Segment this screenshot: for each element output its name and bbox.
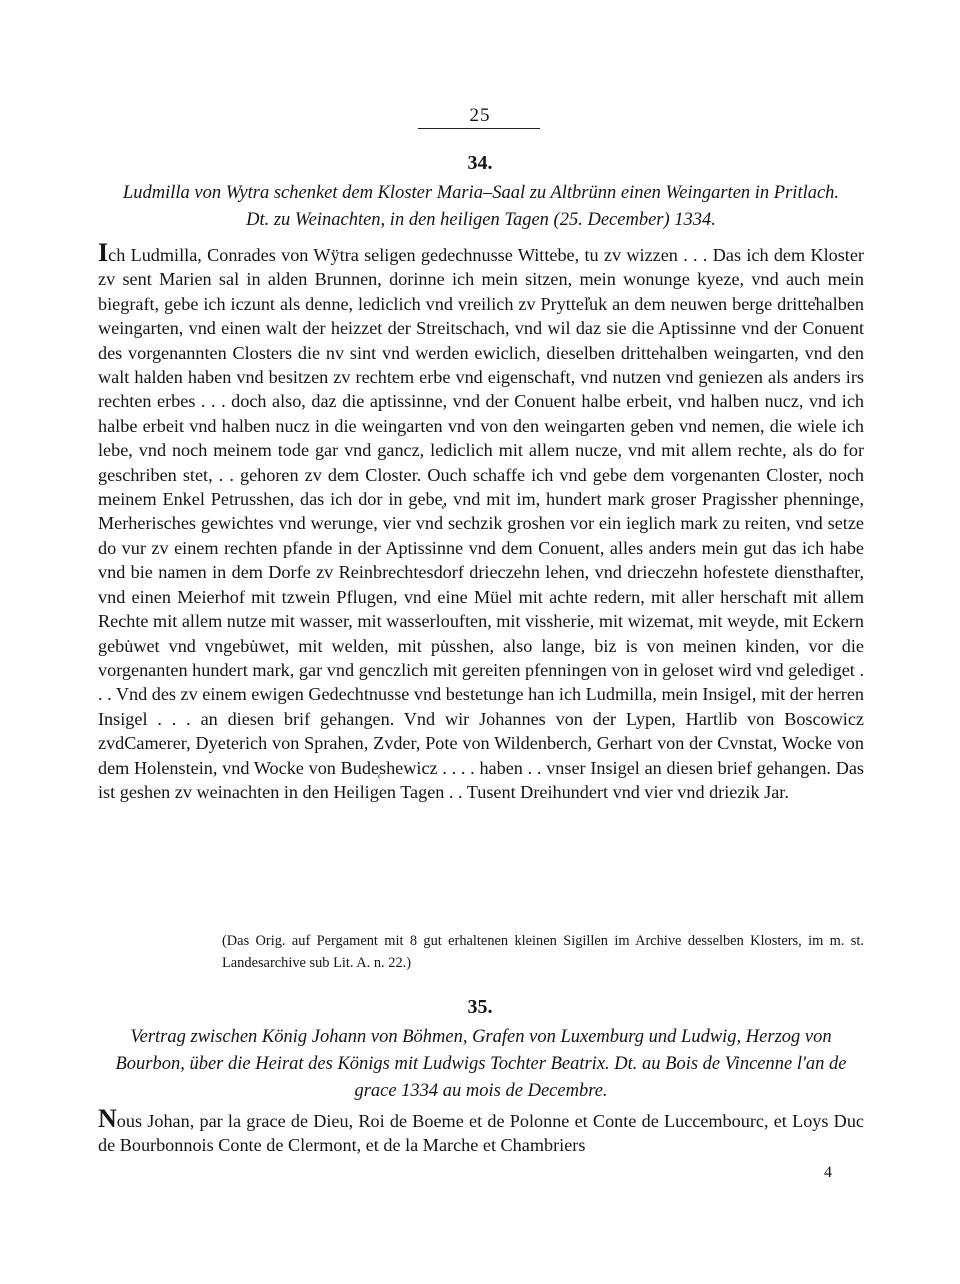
doc-35-body [98,1106,864,1158]
doc-34-heading-line2: Dt. zu Weinachten, in den heiligen Tagen (25. December) 1334. [246,210,716,230]
doc-35-heading: Vertrag zwischen König Johann von Böhmen, Grafen von Luxemburg und Ludwig, Herzog von Bourbon, über die Heirat des Königs mit Ludwigs Tochter Beatrix. Dt. au Bois de Vincenne l'an de grace 1334 au mois de Decembre. [115,1027,847,1101]
doc-34-body [98,240,864,804]
doc-34-source-note: (Das Orig. auf Pergament mit 8 gut erhaltenen kleinen Sigillen im Archive desselben Klosters, im m. st. Landesarchive sub Lit. A. n. 22.) [222,933,864,971]
doc-35-number: 35. [467,996,493,1018]
doc-34-text: ch Ludmilla, Conrades von Wÿtra seligen gedechnusse Wittebe, tu zv wizzen . . . Das ich dem Kloster zv sent Marien sal in alden Brunnen, dorinne ich mein sitzen, mein wonunge kyeze, vnd auch mein biegraft, gebe ich iczunt als denne, lediclich vnd vreilich zv Pryttel̓uk an dem neuwen berge dritte̓halben weingarten, vnd einen walt der heizzet der Streitschach, vnd wil daz sie die Aptissinne vnd der Conuent des vorgenannten Closters die nv sint vnd werden ewiclich, dieselben drittehalben weingarten, vnd den walt halden haben vnd besitzen zv rechtem erbe vnd eigenschaft, vnd nutzen vnd geniezen als anders irs rechten erbes . . . doch also, daz die aptissinne, vnd der Conuent halbe erbeit, vnd halben nucz, vnd ich halbe erbeit vnd halben nucz in die weingarten vnd von den weingarten geben vnd nemen, die wiele ich lebe, vnd noch meinem tode gar vnd gancz, lediclich mit allem nucze, vnd mit allem rechte, als do for geschriben stet, . . gehoren zv dem Closter. Ouch schaffe ich vnd gebe dem vorgenanten Closter, noch meinem Enkel Petrusshen, das ich dor in gebe̜, vnd mit im, hundert mark groser Pragissher phenninge, Merherisches gewichtes vnd werunge, vier vnd sechzik groshen vor ein ieglich mark zu reiten, vnd setze do vur zv einem rechten pfande in der Aptissinne vnd dem Conuent, alles anders mein gut das ich habe vnd bie namen in dem Dorfe zv Reinbrechtesdorf drieczehn lehen, vnd drieczehn hofestete diensthafter, vnd einen Meierhof mit tzwein Pflugen, vnd eine Müel mit achte redern, mit aller herschaft mit allem Rechte mit allem nutze mit wasser, mit wasserlouften, mit vissherie, mit wizemat, mit weyde, mit Eckern gebu̇wet vnd vngebu̇wet, mit welden, mit pu̇sshen, also lange, biz is von meinen kinden, vor die vorgenanten hundert mark, gar vnd genczlich mit gereiten pfenningen von in geloset wird vnd gelediget . . . Vnd des zv einem ewigen Gedechtnusse vnd bestetunge han ich Ludmilla, mein Insigel, mit der herren Insigel . . . an diesen brif gehangen. Vnd wir Johannes von der Lypen, Hartlib von Boscowicz zvdCamerer, Dyeterich von Sprahen, Zvder, Pote von Wildenberch, Gerhart von der Cvnstat, Wocke von dem Holenstein, vnd Wocke von Bude̜shewicz . . . . haben . . vnser Insigel an diesen brief gehangen. Das ist geshen zv weinachten in den Heiligen Tagen . . Tusent Dreihundert vnd vier vnd driezik Jar. [98,245,864,802]
doc-34-paragraph [98,240,864,804]
header-rule [418,128,540,129]
doc-34-heading-line1: Ludmilla von Wytra schenket dem Kloster Maria–Saal zu Altbrünn einen Weingarten in Pritlach. [122,183,840,203]
doc-35-text: ous Johan, par la grace de Dieu, Roi de Boeme et de Polonne et Conte de Luccembourc, et Loys Duc de Bourbonnois Conte de Clermont, et de la Marche et Chambriers [98,1111,864,1156]
doc-34-number: 34. [467,152,493,174]
doc-34-initial: I [98,238,109,267]
doc-34-heading [98,180,864,234]
doc-35-paragraph [98,1106,864,1158]
signature-mark: 4 [824,1164,832,1181]
doc-35-initial: N [98,1104,117,1133]
page-number: 25 [469,105,491,126]
